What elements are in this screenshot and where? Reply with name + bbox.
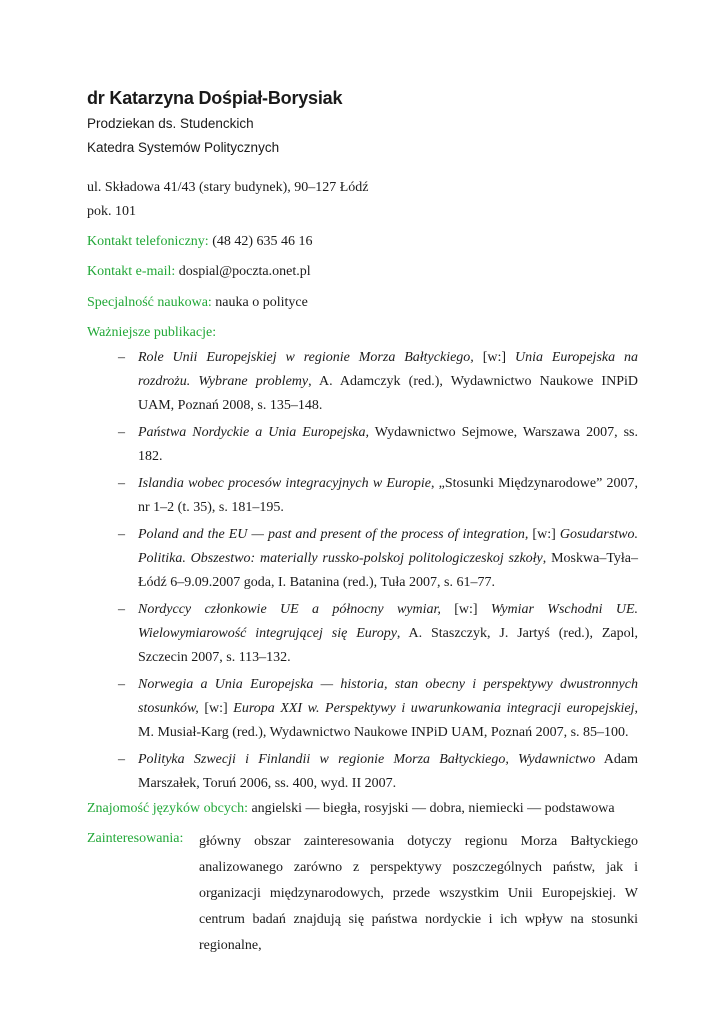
- languages-row: [87, 801, 615, 817]
- publications-list: [118, 346, 638, 799]
- person-position: Prodziekan ds. Studenckich: [87, 116, 254, 131]
- list-item: [118, 421, 638, 469]
- phone-label: Kontakt telefoniczny:: [87, 234, 209, 249]
- publications-label: Ważniejsze publikacje:: [87, 325, 217, 340]
- publication-title: Państwa Nordyckie a Unia Europejska,: [138, 425, 369, 440]
- list-item: [118, 598, 638, 670]
- person-department: Katedra Systemów Politycznych: [87, 140, 280, 155]
- list-dash: –: [118, 677, 125, 692]
- specialty-row: [87, 295, 308, 311]
- publication-details: , A. Adamczyk (red.), Wydawnictwo Naukowe INPiD UAM, Poznań 2008, s. 135–148.: [138, 374, 638, 413]
- publication-details: Wydawnictwo Sejmowe, Warszawa 2007, ss. 182.: [138, 425, 638, 464]
- publication-book: Europa XXI w. Perspektywy i uwarunkowania integracji europejskiej: [233, 701, 635, 716]
- list-item: [118, 748, 638, 796]
- publication-book: Unia Europejska na rozdrożu. Wybrane problemy: [138, 350, 639, 389]
- list-item: [118, 673, 638, 745]
- phone-value: (48 42) 635 46 16: [212, 234, 313, 249]
- publication-in: [w:]: [528, 527, 560, 542]
- room-number: pok. 101: [87, 204, 136, 219]
- list-dash: –: [118, 527, 125, 542]
- publication-title: Islandia wobec procesów integracyjnych w Europie: [138, 476, 431, 491]
- specialty-value: nauka o polityce: [215, 295, 308, 310]
- publication-title: Poland and the EU — past and present of the process of integration,: [138, 527, 529, 542]
- interests-label: Zainteresowania:: [87, 831, 184, 846]
- publication-book: Gosudarstwo. Politika. Obszestwo: materially russko-polskoj politologiczeskoj szkoły: [138, 527, 639, 566]
- person-name: dr Katarzyna Dośpiał-Borysiak: [87, 88, 343, 108]
- list-dash: –: [118, 350, 125, 365]
- list-dash: –: [118, 476, 125, 491]
- publication-details: Adam Marszałek, Toruń 2006, ss. 400, wyd. II 2007.: [138, 752, 638, 791]
- publication-title: Nordyccy członkowie UE a północny wymiar,: [138, 602, 441, 617]
- publication-in: [w:]: [473, 350, 515, 365]
- phone-row: [87, 234, 313, 250]
- email-row: [87, 264, 311, 280]
- list-item: [118, 523, 638, 595]
- publication-details: , A. Staszczyk, J. Jartyś (red.), Zapol, Szczecin 2007, s. 113–132.: [138, 626, 638, 665]
- publication-in: [w:]: [198, 701, 234, 716]
- publication-details: , Moskwa–Tyła–Łódź 6–9.09.2007 goda, I. Batanina (red.), Tuła 2007, s. 61–77.: [138, 551, 638, 590]
- publication-title: Norwegia a Unia Europejska — historia, stan obecny i perspektywy dwustronnych stosunków,: [138, 677, 638, 716]
- publication-title: Polityka Szwecji i Finlandii w regionie Morza Bałtyckiego, Wydawnictwo: [138, 752, 596, 767]
- list-dash: –: [118, 752, 125, 767]
- address-line: ul. Składowa 41/43 (stary budynek), 90–127 Łódź: [87, 180, 369, 195]
- email-label: Kontakt e-mail:: [87, 264, 176, 279]
- publication-details: , M. Musiał-Karg (red.), Wydawnictwo Naukowe INPiD UAM, Poznań 2007, s. 85–100.: [138, 701, 638, 740]
- email-value[interactable]: dospial@poczta.onet.pl: [178, 264, 311, 279]
- languages-value: angielski — biegła, rosyjski — dobra, niemiecki — podstawowa: [251, 801, 615, 816]
- specialty-label: Specjalność naukowa:: [87, 295, 212, 310]
- publication-details: , „Stosunki Międzynarodowe” 2007, nr 1–2 (t. 35), s. 181–195.: [138, 476, 638, 515]
- list-dash: –: [118, 602, 125, 617]
- list-item: [118, 346, 638, 418]
- list-dash: –: [118, 425, 125, 440]
- interests-text: główny obszar zainteresowania dotyczy regionu Morza Bałtyckiego analizowanego zarówno z perspektywy poszczególnych państw, jak i organizacji międzynarodowych, przede wszystkim Unii Europejskiej. W centrum badań znajdują się państwa nordyckie i ich wpływ na stosunki regionalne,: [199, 834, 638, 953]
- publication-in: [w:]: [440, 602, 491, 617]
- list-item: [118, 472, 638, 520]
- publication-title: Role Unii Europejskiej w regionie Morza Bałtyckiego,: [138, 350, 474, 365]
- languages-label: Znajomość języków obcych:: [87, 801, 248, 816]
- publication-book: Wymiar Wschodni UE. Wielowymiarowość integrującej się Europy: [138, 602, 639, 641]
